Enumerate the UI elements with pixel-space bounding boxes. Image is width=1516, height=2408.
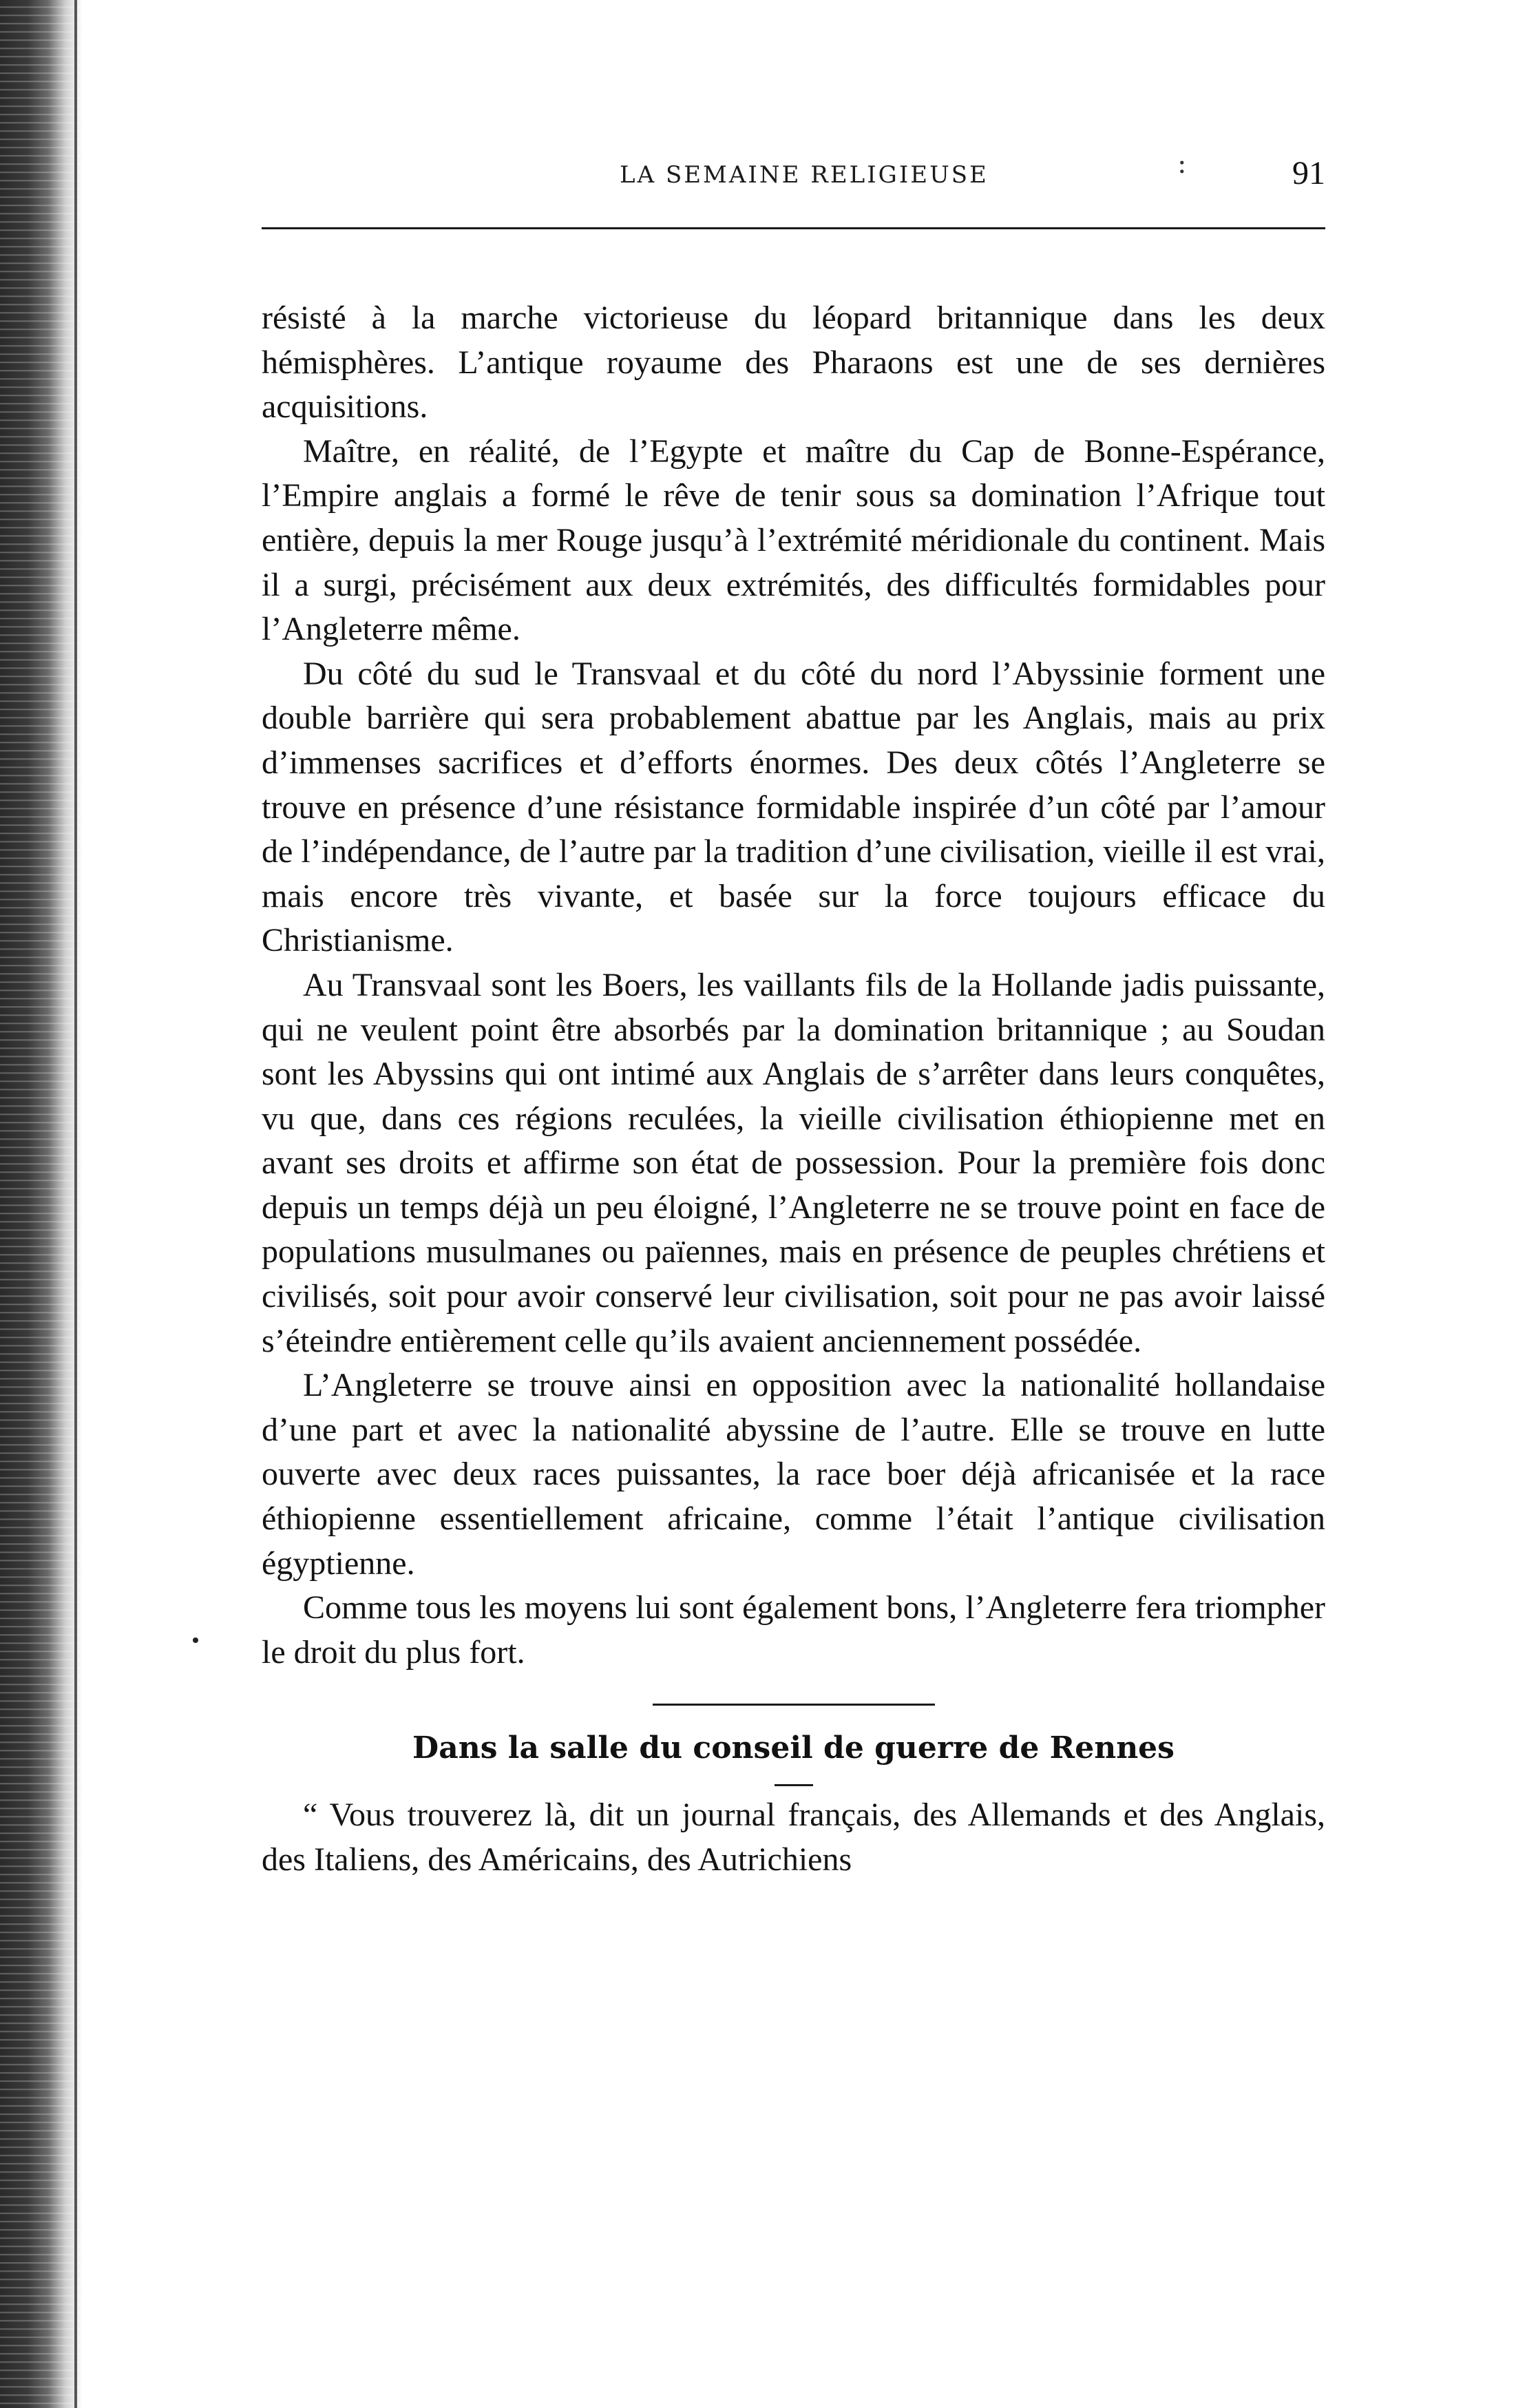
title-underline bbox=[775, 1784, 813, 1786]
section-title: Dans la salle du conseil de guerre de Rennes bbox=[412, 1730, 1175, 1766]
header-mark: : bbox=[1177, 148, 1187, 180]
body-text bbox=[262, 296, 1325, 1675]
page bbox=[262, 145, 1325, 1883]
paragraph: Maître, en réalité, de l’Egypte et maître du Cap de Bonne-Espérance, l’Empire anglais a formé le rêve de tenir sous sa domination l’Afrique tout entière, depuis la mer Rouge jusqu’à l’extrémité méridionale du continent. Mais il a surgi, précisément aux deux extrémités, des difficultés formidables pour l’Angleterre même. bbox=[262, 432, 1325, 648]
paragraph: Comme tous les moyens lui sont également bons, l’Angleterre fera triompher le droit du plus fort. bbox=[262, 1589, 1325, 1671]
scan-edge-line bbox=[74, 0, 77, 2408]
section-text bbox=[262, 1793, 1325, 1882]
header-rule bbox=[262, 227, 1325, 229]
paragraph: “ Vous trouverez là, dit un journal français, des Allemands et des Anglais, des Italiens, des Américains, des Autrichiens bbox=[262, 1797, 1325, 1878]
margin-dot bbox=[193, 1637, 198, 1643]
running-title: LA SEMAINE RELIGIEUSE bbox=[620, 161, 989, 189]
paragraph: résisté à la marche victorieuse du léopard britannique dans les deux hémisphères. L’antique royaume des Pharaons est une de ses dernières acquisitions. bbox=[262, 300, 1325, 426]
running-header bbox=[262, 145, 1325, 200]
paragraph: L’Angleterre se trouve ainsi en opposition avec la nationalité hollandaise d’une part et avec la nationalité abyssine de l’autre. Elle se trouve en lutte ouverte avec deux races puissantes, la race boer déjà africanisée et la race éthiopienne essentiellement africaine, comme l’était l’antique civilisation égyptienne. bbox=[262, 1367, 1325, 1582]
paragraph: Du côté du sud le Transvaal et du côté du nord l’Abyssinie forment une double barrière qui sera probablement abattue par les Anglais, mais au prix d’immenses sacrifices et d’efforts énormes. Des deux côtés l’Angleterre se trouve en présence d’une résistance formidable inspirée d’un côté par l’amour de l’indépendance, de l’autre par la tradition d’une civilisation, vieille il est vrai, mais encore très vivante, et basée sur la force toujours efficace du Christianisme. bbox=[262, 655, 1325, 959]
scan-binding-edge bbox=[0, 0, 83, 2408]
section-divider bbox=[653, 1704, 935, 1706]
page-number: 91 bbox=[1292, 155, 1325, 191]
paragraph: Au Transvaal sont les Boers, les vaillants fils de la Hollande jadis puissante, qui ne veulent point être absorbés par la domination britannique ; au Soudan sont les Abyssins qui ont intimé aux Anglais de s’arrêter dans leurs conquêtes, vu que, dans ces régions reculées, la vieille civilisation éthiopienne met en avant ses droits et affirme son état de possession. Pour la première fois donc depuis un temps déjà un peu éloigné, l’Angleterre ne se trouve point en face de populations musulmanes ou païennes, mais en présence de peuples chrétiens et civilisés, soit pour avoir conservé leur civilisation, soit pour ne pas avoir laissé s’éteindre entièrement celle qu’ils avaient anciennement possédée. bbox=[262, 966, 1325, 1359]
